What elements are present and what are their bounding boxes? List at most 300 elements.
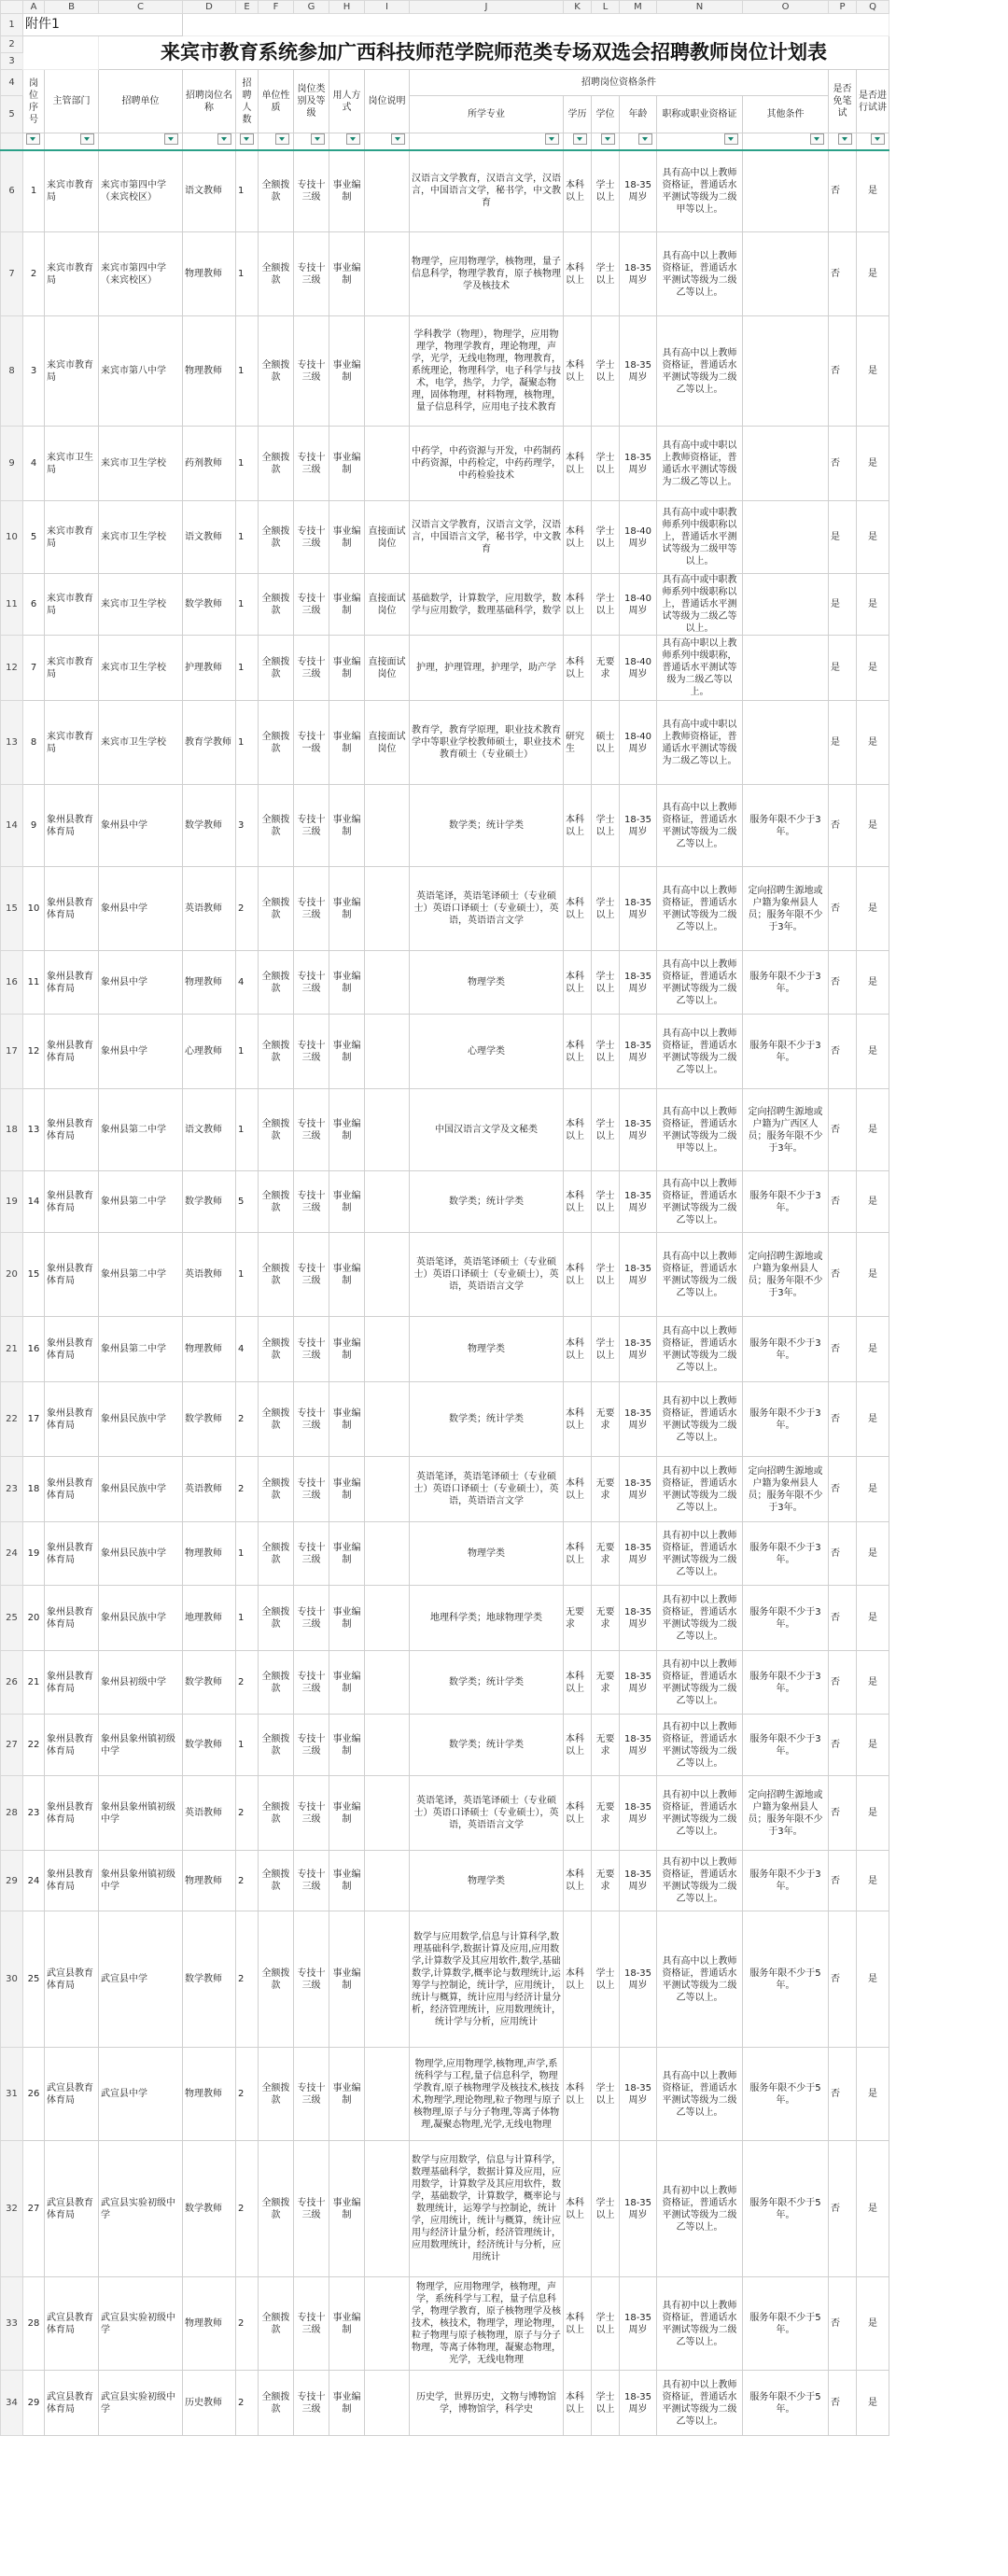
other-requirements-cell[interactable]: 服务年限不少于3年。: [743, 1015, 829, 1089]
exam-waived-cell[interactable]: 否: [829, 1457, 857, 1522]
headcount-cell[interactable]: 1: [236, 150, 259, 232]
certificate-cell[interactable]: 具有高中以上教师资格证，普通话水平测试等级为二级乙等以上。: [657, 316, 743, 427]
department-cell[interactable]: 象州县教育体育局: [45, 1651, 99, 1715]
post-level-cell[interactable]: 专技十三级: [294, 1089, 329, 1171]
header-other-requirements[interactable]: 其他条件: [743, 96, 829, 133]
column-header-g[interactable]: G: [294, 1, 329, 14]
major-cell[interactable]: 数学与应用数学，信息与计算科学，数理基础科学，数据计算及应用，应用数学，计算数学及其应用软件，数学，基础数学，计算数学，概率论与数理统计，运筹学与控制论，统计学，应用统计，统计与概算，统计应用与经济计量分析，经济管理统计，应用数理统计，经济统计与分析，应用统计: [410, 2141, 564, 2277]
headcount-cell[interactable]: 2: [236, 1851, 259, 1911]
job-number-cell[interactable]: 14: [23, 1171, 45, 1233]
degree-cell[interactable]: 学士以上: [592, 150, 620, 232]
degree-cell[interactable]: 无要求: [592, 1522, 620, 1586]
exam-waived-cell[interactable]: 否: [829, 2277, 857, 2371]
other-requirements-cell[interactable]: 服务年限不少于5年。: [743, 2048, 829, 2141]
certificate-cell[interactable]: 具有高中以上教师资格证，普通话水平测试等级为二级乙等以上。: [657, 1171, 743, 1233]
employment-type-cell[interactable]: 事业编制: [329, 316, 365, 427]
headcount-cell[interactable]: 1: [236, 1233, 259, 1317]
row-number[interactable]: 26: [1, 1651, 23, 1715]
education-cell[interactable]: 本科以上: [564, 1911, 592, 2048]
degree-cell[interactable]: 无要求: [592, 1382, 620, 1457]
employer-cell[interactable]: 武宣县实验初级中学: [99, 2371, 183, 2436]
job-number-cell[interactable]: 6: [23, 574, 45, 636]
other-requirements-cell[interactable]: 服务年限不少于5年。: [743, 2371, 829, 2436]
department-cell[interactable]: 来宾市教育局: [45, 232, 99, 316]
employment-type-cell[interactable]: 事业编制: [329, 232, 365, 316]
education-cell[interactable]: 本科以上: [564, 1089, 592, 1171]
education-cell[interactable]: 本科以上: [564, 2048, 592, 2141]
education-cell[interactable]: 本科以上: [564, 636, 592, 701]
headcount-cell[interactable]: 1: [236, 1715, 259, 1776]
unit-type-cell[interactable]: 全额拨款: [259, 1776, 294, 1851]
filter-dropdown-icon[interactable]: [838, 133, 852, 145]
post-level-cell[interactable]: 专技十三级: [294, 867, 329, 951]
employment-type-cell[interactable]: 事业编制: [329, 2371, 365, 2436]
major-cell[interactable]: 英语笔译，英语笔译硕士（专业硕士）英语口译硕士（专业硕士），英语，英语语言文学: [410, 1233, 564, 1317]
post-level-cell[interactable]: 专技十三级: [294, 2048, 329, 2141]
employer-cell[interactable]: 象州县象州镇初级中学: [99, 1776, 183, 1851]
exam-waived-cell[interactable]: 否: [829, 1911, 857, 2048]
headcount-cell[interactable]: 1: [236, 501, 259, 574]
education-cell[interactable]: 本科以上: [564, 1651, 592, 1715]
row-number[interactable]: 33: [1, 2277, 23, 2371]
row-number[interactable]: 28: [1, 1776, 23, 1851]
column-header-d[interactable]: D: [183, 1, 236, 14]
certificate-cell[interactable]: 具有高中以上教师资格证，普通话水平测试等级为二级乙等以上。: [657, 785, 743, 867]
education-cell[interactable]: 本科以上: [564, 427, 592, 501]
post-level-cell[interactable]: 专技十三级: [294, 1171, 329, 1233]
position-cell[interactable]: 物理教师: [183, 316, 236, 427]
row-number[interactable]: 23: [1, 1457, 23, 1522]
post-note-cell[interactable]: 直接面试岗位: [365, 636, 410, 701]
job-number-cell[interactable]: 24: [23, 1851, 45, 1911]
degree-cell[interactable]: 学士以上: [592, 1171, 620, 1233]
post-note-cell[interactable]: [365, 951, 410, 1015]
education-cell[interactable]: 本科以上: [564, 1233, 592, 1317]
unit-type-cell[interactable]: 全额拨款: [259, 1851, 294, 1911]
unit-type-cell[interactable]: 全额拨款: [259, 427, 294, 501]
post-note-cell[interactable]: [365, 1651, 410, 1715]
employment-type-cell[interactable]: 事业编制: [329, 1233, 365, 1317]
exam-waived-cell[interactable]: 否: [829, 1171, 857, 1233]
row-number[interactable]: 8: [1, 316, 23, 427]
major-cell[interactable]: 数学类；统计学类: [410, 785, 564, 867]
position-cell[interactable]: 数学教师: [183, 2141, 236, 2277]
employer-cell[interactable]: 象州县民族中学: [99, 1522, 183, 1586]
age-cell[interactable]: 18-35周岁: [620, 2141, 657, 2277]
position-cell[interactable]: 英语教师: [183, 1776, 236, 1851]
headcount-cell[interactable]: 2: [236, 2371, 259, 2436]
certificate-cell[interactable]: 具有初中以上教师资格证，普通话水平测试等级为二级乙等以上。: [657, 1457, 743, 1522]
header-certificate[interactable]: 职称或职业资格证: [657, 96, 743, 133]
department-cell[interactable]: 象州县教育体育局: [45, 1233, 99, 1317]
certificate-cell[interactable]: 具有初中以上教师资格证，普通话水平测试等级为二级乙等以上。: [657, 1776, 743, 1851]
age-cell[interactable]: 18-35周岁: [620, 427, 657, 501]
row-number[interactable]: 25: [1, 1586, 23, 1651]
certificate-cell[interactable]: 具有高中以上教师资格证，普通话水平测试等级为二级乙等以上。: [657, 232, 743, 316]
headcount-cell[interactable]: 1: [236, 574, 259, 636]
major-cell[interactable]: 物理学类: [410, 1851, 564, 1911]
exam-waived-cell[interactable]: 否: [829, 316, 857, 427]
column-header-e[interactable]: E: [236, 1, 259, 14]
major-cell[interactable]: 数学类；统计学类: [410, 1171, 564, 1233]
row-number[interactable]: 3: [1, 53, 23, 70]
header-exam-waived[interactable]: 是否免笔试: [829, 70, 857, 133]
post-note-cell[interactable]: [365, 1171, 410, 1233]
certificate-cell[interactable]: 具有初中以上教师资格证，普通话水平测试等级为二级乙等以上。: [657, 1651, 743, 1715]
employer-cell[interactable]: 象州县第二中学: [99, 1317, 183, 1382]
post-note-cell[interactable]: [365, 1382, 410, 1457]
filter-dropdown-icon[interactable]: [275, 133, 289, 145]
age-cell[interactable]: 18-35周岁: [620, 2048, 657, 2141]
post-level-cell[interactable]: 专技十三级: [294, 1776, 329, 1851]
position-cell[interactable]: 语文教师: [183, 501, 236, 574]
header-headcount[interactable]: 招聘人数: [236, 70, 259, 133]
degree-cell[interactable]: 学士以上: [592, 2048, 620, 2141]
certificate-cell[interactable]: 具有高中或中职教师系列中级职称以上，普通话水平测试等级为二级乙等以上。: [657, 574, 743, 636]
unit-type-cell[interactable]: 全额拨款: [259, 2141, 294, 2277]
certificate-cell[interactable]: 具有高中或中职以上教师资格证，普通话水平测试等级为二级乙等以上。: [657, 701, 743, 785]
degree-cell[interactable]: 学士以上: [592, 574, 620, 636]
post-level-cell[interactable]: 专技十三级: [294, 1457, 329, 1522]
column-header-p[interactable]: P: [829, 1, 857, 14]
other-requirements-cell[interactable]: [743, 701, 829, 785]
unit-type-cell[interactable]: 全额拨款: [259, 785, 294, 867]
unit-type-cell[interactable]: 全额拨款: [259, 867, 294, 951]
certificate-cell[interactable]: 具有高中以上教师资格证，普通话水平测试等级为二级乙等以上。: [657, 2048, 743, 2141]
employment-type-cell[interactable]: 事业编制: [329, 1522, 365, 1586]
age-cell[interactable]: 18-35周岁: [620, 1776, 657, 1851]
row-number[interactable]: 2: [1, 36, 23, 53]
job-number-cell[interactable]: 25: [23, 1911, 45, 2048]
header-department[interactable]: 主管部门: [45, 70, 99, 133]
other-requirements-cell[interactable]: 服务年限不少于3年。: [743, 1651, 829, 1715]
position-cell[interactable]: 数学教师: [183, 1911, 236, 2048]
other-requirements-cell[interactable]: 服务年限不少于3年。: [743, 1586, 829, 1651]
headcount-cell[interactable]: 3: [236, 785, 259, 867]
unit-type-cell[interactable]: 全额拨款: [259, 501, 294, 574]
degree-cell[interactable]: 学士以上: [592, 427, 620, 501]
column-header-m[interactable]: M: [620, 1, 657, 14]
position-cell[interactable]: 数学教师: [183, 1651, 236, 1715]
post-note-cell[interactable]: [365, 1522, 410, 1586]
row-number[interactable]: 11: [1, 574, 23, 636]
post-level-cell[interactable]: 专技十三级: [294, 427, 329, 501]
post-note-cell[interactable]: [365, 2141, 410, 2277]
employer-cell[interactable]: 象州县象州镇初级中学: [99, 1851, 183, 1911]
trial-lecture-cell[interactable]: 是: [857, 1776, 889, 1851]
department-cell[interactable]: 武宣县教育体育局: [45, 2048, 99, 2141]
degree-cell[interactable]: 无要求: [592, 1715, 620, 1776]
post-level-cell[interactable]: 专技十三级: [294, 2371, 329, 2436]
age-cell[interactable]: 18-35周岁: [620, 150, 657, 232]
exam-waived-cell[interactable]: 否: [829, 1522, 857, 1586]
row-number[interactable]: 7: [1, 232, 23, 316]
certificate-cell[interactable]: 具有初中以上教师资格证，普通话水平测试等级为二级乙等以上。: [657, 2371, 743, 2436]
degree-cell[interactable]: 学士以上: [592, 2277, 620, 2371]
header-job-number[interactable]: 岗位序号: [23, 70, 45, 133]
major-cell[interactable]: 物理学，应用物理学，核物理，量子信息科学，物理学教育，原子核物理学及核技术: [410, 232, 564, 316]
post-note-cell[interactable]: [365, 1015, 410, 1089]
row-number[interactable]: 4: [1, 70, 23, 96]
employer-cell[interactable]: 来宾市卫生学校: [99, 427, 183, 501]
filter-dropdown-icon[interactable]: [26, 133, 40, 145]
job-number-cell[interactable]: 7: [23, 636, 45, 701]
exam-waived-cell[interactable]: 否: [829, 1015, 857, 1089]
unit-type-cell[interactable]: 全额拨款: [259, 1651, 294, 1715]
post-note-cell[interactable]: [365, 2048, 410, 2141]
unit-type-cell[interactable]: 全额拨款: [259, 1522, 294, 1586]
exam-waived-cell[interactable]: 否: [829, 150, 857, 232]
post-note-cell[interactable]: [365, 1089, 410, 1171]
employment-type-cell[interactable]: 事业编制: [329, 1851, 365, 1911]
employment-type-cell[interactable]: 事业编制: [329, 2048, 365, 2141]
position-cell[interactable]: 物理教师: [183, 1851, 236, 1911]
exam-waived-cell[interactable]: 否: [829, 427, 857, 501]
column-header-n[interactable]: N: [657, 1, 743, 14]
row-number[interactable]: 21: [1, 1317, 23, 1382]
post-note-cell[interactable]: [365, 1233, 410, 1317]
exam-waived-cell[interactable]: 是: [829, 501, 857, 574]
education-cell[interactable]: 本科以上: [564, 1776, 592, 1851]
trial-lecture-cell[interactable]: 是: [857, 951, 889, 1015]
row-number[interactable]: 20: [1, 1233, 23, 1317]
column-header-c[interactable]: C: [99, 1, 183, 14]
department-cell[interactable]: 来宾市教育局: [45, 150, 99, 232]
unit-type-cell[interactable]: 全额拨款: [259, 1457, 294, 1522]
column-header-k[interactable]: K: [564, 1, 592, 14]
column-header-l[interactable]: L: [592, 1, 620, 14]
post-note-cell[interactable]: 直接面试岗位: [365, 501, 410, 574]
unit-type-cell[interactable]: 全额拨款: [259, 1171, 294, 1233]
post-level-cell[interactable]: 专技十三级: [294, 1233, 329, 1317]
unit-type-cell[interactable]: 全额拨款: [259, 636, 294, 701]
employment-type-cell[interactable]: 事业编制: [329, 1457, 365, 1522]
major-cell[interactable]: 学科教学（物理），物理学，应用物理学，物理学教育，理论物理，声学，光学，无线电物理，物理教育，系统理论，物理科学，电子科学与技术，电学，热学，力学，凝聚态物理，固体物理，材料物理，核物理，量子信息科学，应用电子技术教育: [410, 316, 564, 427]
employer-cell[interactable]: 象州县中学: [99, 951, 183, 1015]
major-cell[interactable]: 汉语言文学教育，汉语言文学，汉语言，中国语言文学，秘书学，中文教育: [410, 150, 564, 232]
age-cell[interactable]: 18-35周岁: [620, 951, 657, 1015]
age-cell[interactable]: 18-35周岁: [620, 1715, 657, 1776]
post-note-cell[interactable]: [365, 1586, 410, 1651]
employer-cell[interactable]: 来宾市卫生学校: [99, 501, 183, 574]
major-cell[interactable]: 物理学,应用物理学,核物理,声学,系统科学与工程,量子信息科学，物理学教育,原子核物理学及核技术,核技术,物理学,理论物理,粒子物理与原子核物理,原子与分子物理,等离子体物理,凝聚态物理,光学,无线电物理: [410, 2048, 564, 2141]
employment-type-cell[interactable]: 事业编制: [329, 1171, 365, 1233]
major-cell[interactable]: 中国汉语言文学及文秘类: [410, 1089, 564, 1171]
department-cell[interactable]: 武宣县教育体育局: [45, 1911, 99, 2048]
post-note-cell[interactable]: [365, 867, 410, 951]
unit-type-cell[interactable]: 全额拨款: [259, 1317, 294, 1382]
post-level-cell[interactable]: 专技十三级: [294, 636, 329, 701]
education-cell[interactable]: 本科以上: [564, 1015, 592, 1089]
headcount-cell[interactable]: 4: [236, 951, 259, 1015]
education-cell[interactable]: 本科以上: [564, 501, 592, 574]
post-level-cell[interactable]: 专技十三级: [294, 1651, 329, 1715]
row-number[interactable]: 12: [1, 636, 23, 701]
other-requirements-cell[interactable]: 服务年限不少于3年。: [743, 1715, 829, 1776]
age-cell[interactable]: 18-35周岁: [620, 1317, 657, 1382]
post-level-cell[interactable]: 专技十一级: [294, 701, 329, 785]
filter-dropdown-icon[interactable]: [217, 133, 231, 145]
position-cell[interactable]: 心理教师: [183, 1015, 236, 1089]
degree-cell[interactable]: 学士以上: [592, 867, 620, 951]
filter-dropdown-icon[interactable]: [601, 133, 615, 145]
job-number-cell[interactable]: 20: [23, 1586, 45, 1651]
trial-lecture-cell[interactable]: 是: [857, 785, 889, 867]
post-note-cell[interactable]: [365, 1317, 410, 1382]
trial-lecture-cell[interactable]: 是: [857, 867, 889, 951]
major-cell[interactable]: 英语笔译，英语笔译硕士（专业硕士）英语口译硕士（专业硕士），英语，英语语言文学: [410, 1457, 564, 1522]
filter-dropdown-icon[interactable]: [810, 133, 824, 145]
post-level-cell[interactable]: 专技十三级: [294, 1015, 329, 1089]
department-cell[interactable]: 象州县教育体育局: [45, 1171, 99, 1233]
age-cell[interactable]: 18-35周岁: [620, 2371, 657, 2436]
header-position[interactable]: 招聘岗位名称: [183, 70, 236, 133]
department-cell[interactable]: 象州县教育体育局: [45, 1457, 99, 1522]
degree-cell[interactable]: 学士以上: [592, 2371, 620, 2436]
headcount-cell[interactable]: 1: [236, 1015, 259, 1089]
row-number[interactable]: 5: [1, 96, 23, 133]
education-cell[interactable]: 本科以上: [564, 1317, 592, 1382]
row-number[interactable]: 6: [1, 150, 23, 232]
department-cell[interactable]: 来宾市教育局: [45, 701, 99, 785]
certificate-cell[interactable]: 具有高中以上教师资格证，普通话水平测试等级为二级乙等以上。: [657, 1233, 743, 1317]
exam-waived-cell[interactable]: 否: [829, 2048, 857, 2141]
job-number-cell[interactable]: 11: [23, 951, 45, 1015]
employer-cell[interactable]: 象州县初级中学: [99, 1651, 183, 1715]
department-cell[interactable]: 象州县教育体育局: [45, 1715, 99, 1776]
employer-cell[interactable]: 武宣县中学: [99, 2048, 183, 2141]
employment-type-cell[interactable]: 事业编制: [329, 1317, 365, 1382]
job-number-cell[interactable]: 8: [23, 701, 45, 785]
headcount-cell[interactable]: 1: [236, 1522, 259, 1586]
age-cell[interactable]: 18-35周岁: [620, 1911, 657, 2048]
employer-cell[interactable]: 象州县象州镇初级中学: [99, 1715, 183, 1776]
education-cell[interactable]: 本科以上: [564, 232, 592, 316]
job-number-cell[interactable]: 2: [23, 232, 45, 316]
department-cell[interactable]: 象州县教育体育局: [45, 1522, 99, 1586]
trial-lecture-cell[interactable]: 是: [857, 427, 889, 501]
department-cell[interactable]: 象州县教育体育局: [45, 1776, 99, 1851]
job-number-cell[interactable]: 23: [23, 1776, 45, 1851]
employer-cell[interactable]: 来宾市第四中学（来宾校区）: [99, 150, 183, 232]
post-note-cell[interactable]: [365, 785, 410, 867]
other-requirements-cell[interactable]: [743, 316, 829, 427]
certificate-cell[interactable]: 具有高中或中职教师系列中级职称以上，普通话水平测试等级为二级甲等以上。: [657, 501, 743, 574]
exam-waived-cell[interactable]: 是: [829, 574, 857, 636]
trial-lecture-cell[interactable]: 是: [857, 1171, 889, 1233]
major-cell[interactable]: 护理，护理管理，护理学，助产学: [410, 636, 564, 701]
post-note-cell[interactable]: [365, 1457, 410, 1522]
department-cell[interactable]: 来宾市教育局: [45, 501, 99, 574]
education-cell[interactable]: 本科以上: [564, 867, 592, 951]
trial-lecture-cell[interactable]: 是: [857, 232, 889, 316]
age-cell[interactable]: 18-40周岁: [620, 574, 657, 636]
row-number[interactable]: 19: [1, 1171, 23, 1233]
trial-lecture-cell[interactable]: 是: [857, 2277, 889, 2371]
department-cell[interactable]: 来宾市教育局: [45, 636, 99, 701]
degree-cell[interactable]: 学士以上: [592, 501, 620, 574]
unit-type-cell[interactable]: 全额拨款: [259, 2371, 294, 2436]
degree-cell[interactable]: 无要求: [592, 636, 620, 701]
education-cell[interactable]: 本科以上: [564, 574, 592, 636]
header-trial-lecture[interactable]: 是否进行试讲: [857, 70, 889, 133]
post-note-cell[interactable]: [365, 316, 410, 427]
major-cell[interactable]: 数学类；统计学类: [410, 1651, 564, 1715]
row-number[interactable]: 18: [1, 1089, 23, 1171]
degree-cell[interactable]: 学士以上: [592, 785, 620, 867]
position-cell[interactable]: 数学教师: [183, 1171, 236, 1233]
employer-cell[interactable]: 象州县第二中学: [99, 1171, 183, 1233]
post-level-cell[interactable]: 专技十三级: [294, 2141, 329, 2277]
position-cell[interactable]: 药剂教师: [183, 427, 236, 501]
education-cell[interactable]: 本科以上: [564, 150, 592, 232]
row-number[interactable]: 13: [1, 701, 23, 785]
post-level-cell[interactable]: 专技十三级: [294, 1586, 329, 1651]
post-level-cell[interactable]: 专技十三级: [294, 785, 329, 867]
employment-type-cell[interactable]: 事业编制: [329, 867, 365, 951]
age-cell[interactable]: 18-35周岁: [620, 1233, 657, 1317]
position-cell[interactable]: 数学教师: [183, 1382, 236, 1457]
other-requirements-cell[interactable]: 服务年限不少于5年。: [743, 2141, 829, 2277]
qualification-group-header[interactable]: 招聘岗位资格条件: [410, 70, 829, 96]
header-major[interactable]: 所学专业: [410, 96, 564, 133]
header-education[interactable]: 学历: [564, 96, 592, 133]
header-age[interactable]: 年龄: [620, 96, 657, 133]
age-cell[interactable]: 18-35周岁: [620, 1457, 657, 1522]
filter-dropdown-icon[interactable]: [871, 133, 885, 145]
age-cell[interactable]: 18-35周岁: [620, 1015, 657, 1089]
education-cell[interactable]: 本科以上: [564, 1382, 592, 1457]
education-cell[interactable]: 本科以上: [564, 951, 592, 1015]
major-cell[interactable]: 汉语言文学教育，汉语言文学，汉语言，中国语言文学，秘书学，中文教育: [410, 501, 564, 574]
employment-type-cell[interactable]: 事业编制: [329, 2141, 365, 2277]
position-cell[interactable]: 语文教师: [183, 1089, 236, 1171]
education-cell[interactable]: 研究生: [564, 701, 592, 785]
degree-cell[interactable]: 学士以上: [592, 951, 620, 1015]
trial-lecture-cell[interactable]: 是: [857, 150, 889, 232]
row-number[interactable]: 27: [1, 1715, 23, 1776]
headcount-cell[interactable]: 2: [236, 867, 259, 951]
certificate-cell[interactable]: 具有高中以上教师资格证，普通话水平测试等级为二级乙等以上。: [657, 951, 743, 1015]
other-requirements-cell[interactable]: 定向招聘生源地或户籍为象州县人员；服务年限不少于3年。: [743, 1457, 829, 1522]
exam-waived-cell[interactable]: 是: [829, 636, 857, 701]
post-level-cell[interactable]: 专技十三级: [294, 951, 329, 1015]
unit-type-cell[interactable]: 全额拨款: [259, 1586, 294, 1651]
exam-waived-cell[interactable]: 否: [829, 785, 857, 867]
unit-type-cell[interactable]: 全额拨款: [259, 951, 294, 1015]
headcount-cell[interactable]: 2: [236, 1651, 259, 1715]
employer-cell[interactable]: 来宾市第八中学: [99, 316, 183, 427]
trial-lecture-cell[interactable]: 是: [857, 1089, 889, 1171]
post-level-cell[interactable]: 专技十三级: [294, 150, 329, 232]
unit-type-cell[interactable]: 全额拨款: [259, 2277, 294, 2371]
position-cell[interactable]: 数学教师: [183, 785, 236, 867]
employer-cell[interactable]: 象州县民族中学: [99, 1382, 183, 1457]
column-header-q[interactable]: Q: [857, 1, 889, 14]
job-number-cell[interactable]: 12: [23, 1015, 45, 1089]
exam-waived-cell[interactable]: 否: [829, 1586, 857, 1651]
post-level-cell[interactable]: 专技十三级: [294, 1522, 329, 1586]
position-cell[interactable]: 数学教师: [183, 574, 236, 636]
job-number-cell[interactable]: 27: [23, 2141, 45, 2277]
unit-type-cell[interactable]: 全额拨款: [259, 316, 294, 427]
exam-waived-cell[interactable]: 否: [829, 232, 857, 316]
age-cell[interactable]: 18-35周岁: [620, 2277, 657, 2371]
certificate-cell[interactable]: 具有高中以上教师资格证，普通话水平测试等级为二级乙等以上。: [657, 1911, 743, 2048]
row-number[interactable]: 16: [1, 951, 23, 1015]
exam-waived-cell[interactable]: 否: [829, 1776, 857, 1851]
header-degree[interactable]: 学位: [592, 96, 620, 133]
